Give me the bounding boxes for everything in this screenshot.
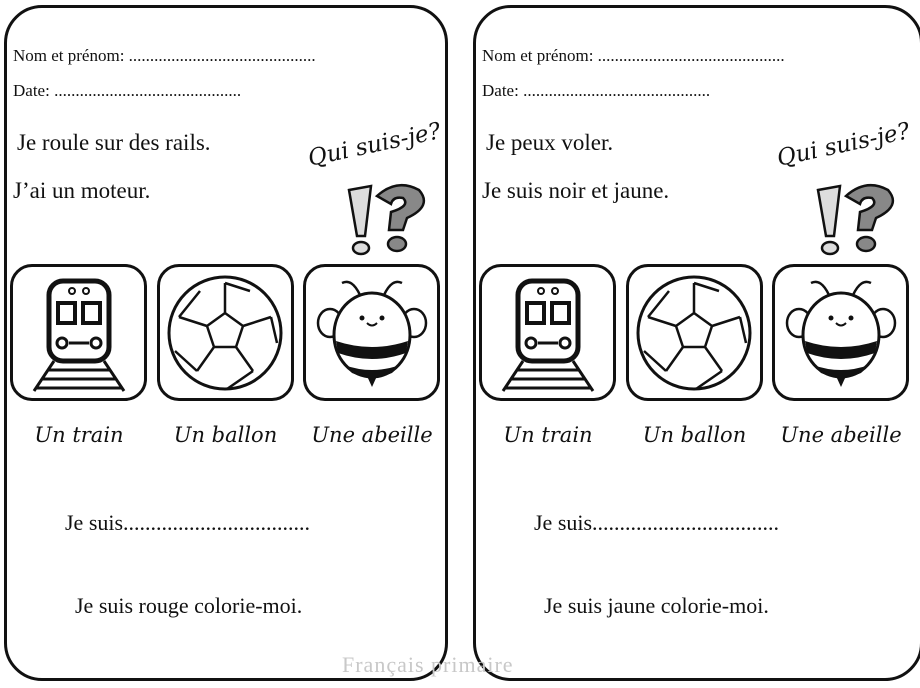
riddle-title: Qui suis-je?	[305, 118, 444, 172]
exclamation-question-icon	[806, 178, 906, 258]
clue-2: J’ai un moteur.	[13, 178, 151, 203]
riddle-title: Qui suis-je?	[774, 118, 913, 172]
clue-1: Je peux voler.	[486, 130, 614, 155]
watermark: Français primaire	[342, 652, 514, 677]
bee-icon	[781, 273, 901, 393]
option-ball-label: Un ballon	[173, 423, 278, 447]
option-ball-box[interactable]	[157, 264, 294, 401]
bee-icon	[312, 273, 432, 393]
date-field[interactable]: Date: ............................................	[13, 81, 242, 100]
answer-line[interactable]: Je suis..................................	[534, 510, 780, 535]
worksheet-card-right	[473, 5, 920, 681]
worksheet-card-left	[4, 5, 448, 681]
exclamation-question-icon	[806, 178, 906, 263]
option-ball-box[interactable]	[626, 264, 763, 401]
option-ball-label: Un ballon	[642, 423, 747, 447]
option-bee-box[interactable]	[772, 264, 909, 401]
option-train-label: Un train	[34, 423, 124, 447]
name-field[interactable]: Nom et prénom: ............................................	[482, 46, 785, 65]
color-instruction: Je suis jaune colorie-moi.	[544, 593, 769, 618]
option-train-box[interactable]	[10, 264, 147, 401]
color-instruction: Je suis rouge colorie-moi.	[75, 593, 303, 618]
option-bee-label: Une abeille	[311, 423, 433, 447]
option-train-label: Un train	[503, 423, 593, 447]
option-bee-label: Une abeille	[780, 423, 902, 447]
exclamation-question-icon	[337, 178, 437, 258]
clue-2: Je suis noir et jaune.	[482, 178, 670, 203]
ball-icon	[634, 273, 754, 393]
option-train-box[interactable]	[479, 264, 616, 401]
exclamation-question-icon	[337, 178, 437, 263]
date-field[interactable]: Date: ............................................	[482, 81, 711, 100]
clue-1: Je roule sur des rails.	[17, 130, 211, 155]
train-icon	[24, 273, 134, 393]
train-icon	[493, 273, 603, 393]
option-bee-box[interactable]	[303, 264, 440, 401]
name-field[interactable]: Nom et prénom: ............................................	[13, 46, 316, 65]
answer-line[interactable]: Je suis..................................	[65, 510, 311, 535]
ball-icon	[165, 273, 285, 393]
